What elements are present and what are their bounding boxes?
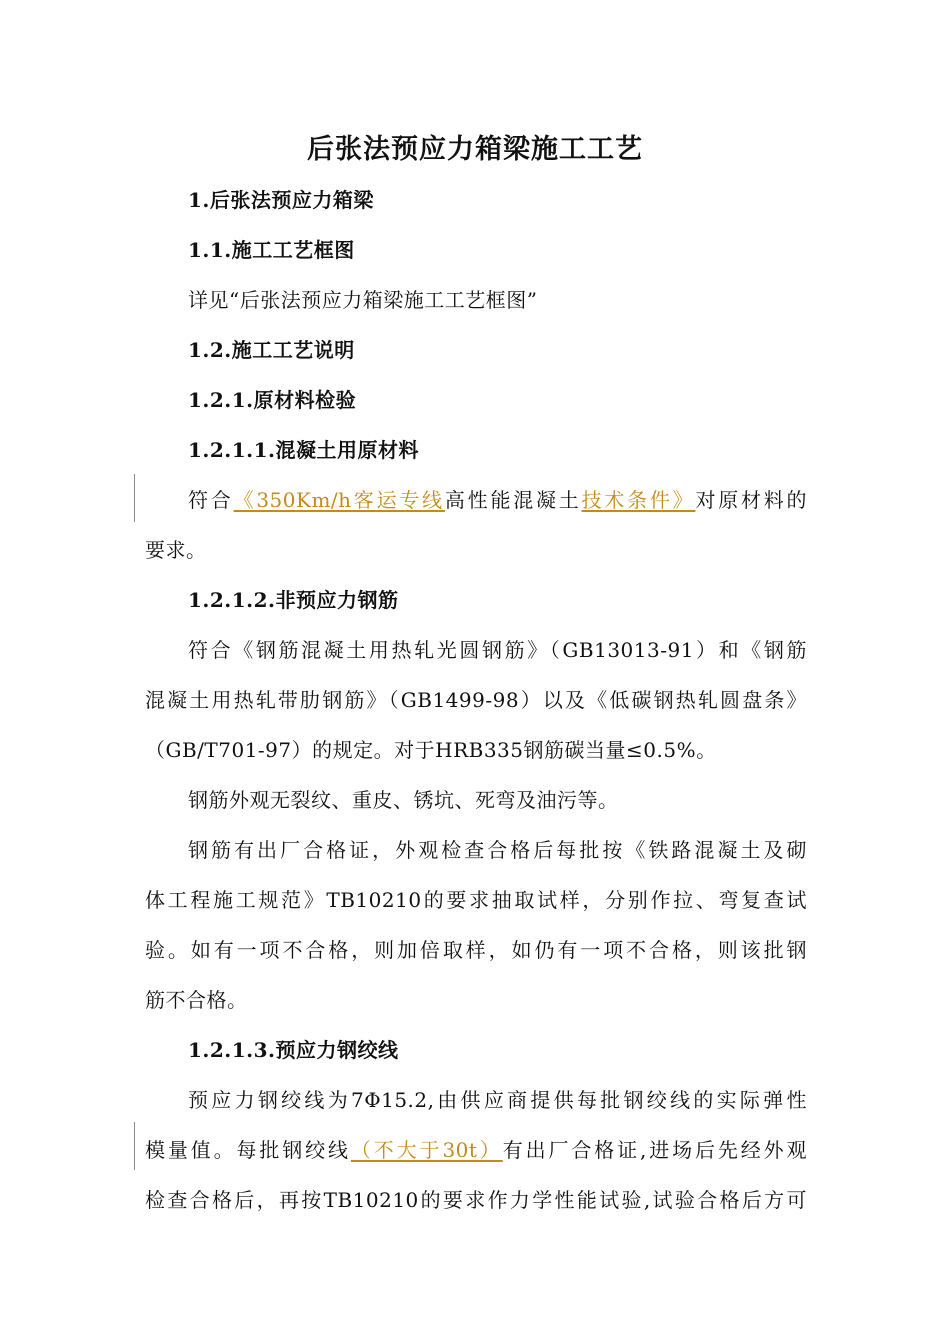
paragraph-rebar-cert-line-4: 筋不合格。: [145, 988, 248, 1012]
paragraph-rebar-cert-line-3: 验。如有一项不合格，则加倍取样，如仍有一项不合格，则该批钢: [145, 938, 807, 962]
strand-text-pre: 模量值。每批钢绞线: [145, 1138, 351, 1162]
paragraph-rebar-cert-line-1: 钢筋有出厂合格证，外观检查合格后每批按《铁路混凝土及砌: [188, 838, 807, 862]
concrete-text-mid: 高性能混凝土: [444, 488, 582, 512]
paragraph-strand-line-2: [145, 1134, 807, 1166]
heading-1: 1.后张法预应力箱梁: [188, 188, 374, 212]
revision-bar: [134, 474, 135, 522]
heading-1-2: 1.2.施工工艺说明: [188, 338, 355, 362]
paragraph-rebar-cert-line-2: 体工程施工规范》TB10210的要求抽取试样，分别作拉、弯复查试: [145, 888, 807, 912]
paragraph-strand-line-3: 检查合格后，再按TB10210的要求作力学性能试验,试验合格后方可: [145, 1188, 807, 1212]
strand-text-post: 有出厂合格证,进场后先经外观: [502, 1138, 808, 1162]
paragraph-concrete-line-1: [188, 484, 807, 516]
heading-1-2-1-3: 1.2.1.3.预应力钢绞线: [188, 1038, 399, 1062]
revision-bar: [134, 1122, 135, 1170]
heading-1-1: 1.1.施工工艺框图: [188, 238, 355, 262]
paragraph-rebar-line-1: 符合《钢筋混凝土用热轧光圆钢筋》（GB13013-91）和《钢筋: [188, 638, 807, 662]
standard-link-350kmh[interactable]: 《350Km/h客运专线: [233, 488, 445, 512]
paragraph-rebar-appearance: 钢筋外观无裂纹、重皮、锈坑、死弯及油污等。: [188, 788, 619, 812]
paragraph-concrete-line-2: 要求。: [145, 538, 207, 562]
heading-1-2-1-1: 1.2.1.1.混凝土用原材料: [188, 438, 420, 462]
standard-link-tech-conditions[interactable]: 技术条件》: [581, 488, 696, 512]
paragraph-rebar-line-2: 混凝土用热轧带肋钢筋》（GB1499-98）以及《低碳钢热轧圆盘条》: [145, 688, 807, 712]
concrete-text-post: 对原材料的: [695, 488, 808, 512]
strand-batch-limit-link[interactable]: （不大于30t）: [350, 1138, 503, 1162]
document-title: 后张法预应力箱梁施工工艺: [307, 134, 643, 165]
paragraph-rebar-line-3: （GB/T701-97）的规定。对于HRB335钢筋碳当量≤0.5%。: [145, 738, 717, 762]
concrete-text-pre: 符合: [188, 488, 234, 512]
heading-1-2-1-2: 1.2.1.2.非预应力钢筋: [188, 588, 399, 612]
heading-1-2-1: 1.2.1.原材料检验: [188, 388, 357, 412]
paragraph-see-flowchart: 详见“后张法预应力箱梁施工工艺框图”: [188, 288, 538, 312]
paragraph-strand-line-1: 预应力钢绞线为7Φ15.2,由供应商提供每批钢绞线的实际弹性: [188, 1088, 807, 1112]
